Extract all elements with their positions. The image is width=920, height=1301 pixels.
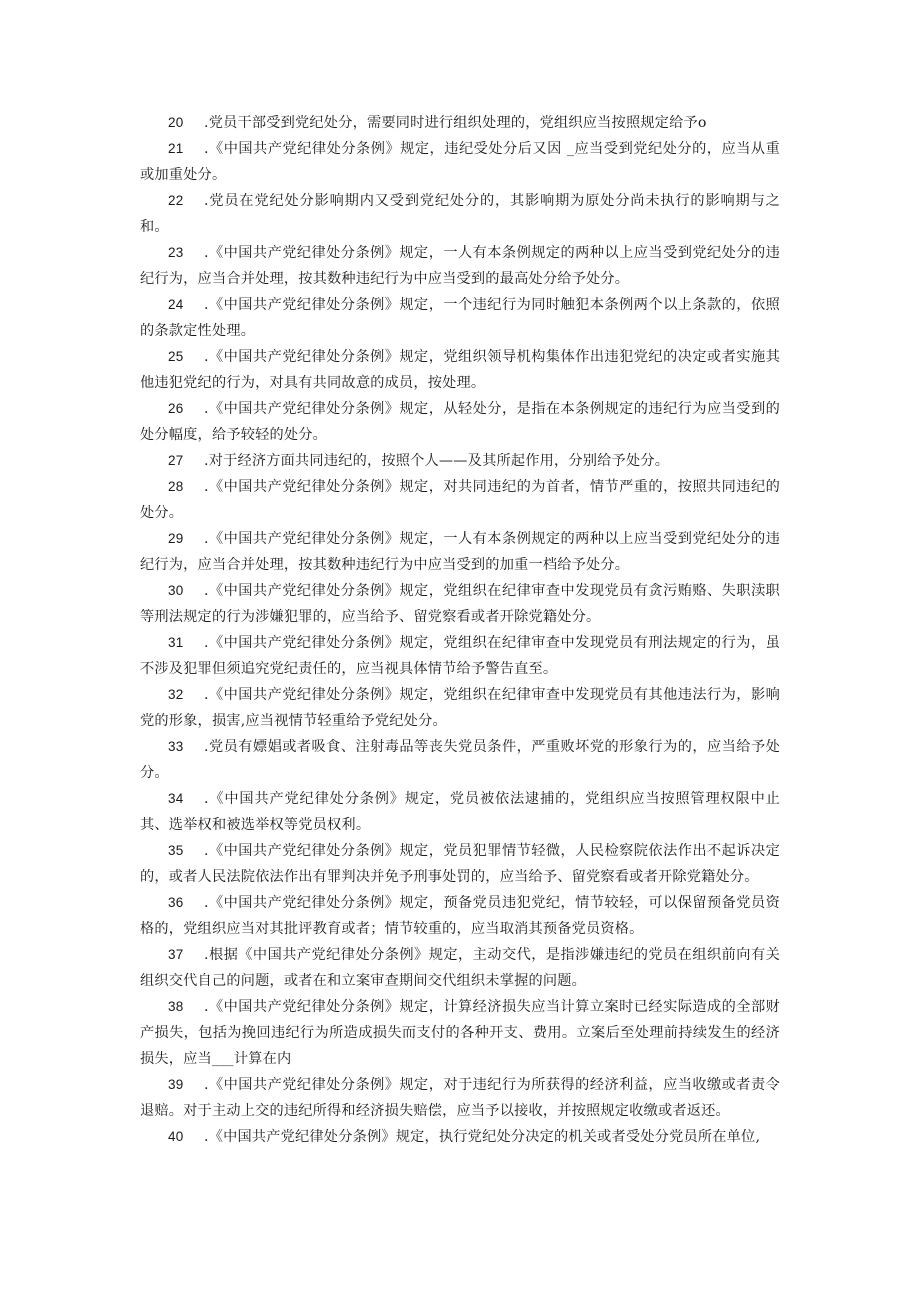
document-page <box>140 110 780 1150</box>
question-item <box>140 786 780 838</box>
question-number: 37 <box>168 947 184 962</box>
question-number: 24 <box>168 297 184 312</box>
question-item <box>140 890 780 942</box>
question-number: 39 <box>168 1077 184 1092</box>
question-text: .《中国共产党纪律处分条例》规定，对于违纪行为所获得的经济利益，应当收缴或者责令退赔。对于主动上交的违纪所得和经济损失赔偿，应当予以接收，并按照规定收缴或者返还。 <box>140 1077 780 1119</box>
question-text: .《中国共产党纪律处分条例》规定，党组织在纪律审查中发现党员有贪污贿赂、失职渎职等刑法规定的行为涉嫌犯罪的，应当给予、留党察看或者开除党籍处分。 <box>140 583 780 625</box>
question-text: .《中国共产党纪律处分条例》规定，从轻处分，是指在本条例规定的违纪行为应当受到的处分幅度，给予较轻的处分。 <box>140 401 780 443</box>
question-number: 25 <box>168 349 184 364</box>
question-item <box>140 188 780 240</box>
question-item <box>140 136 780 188</box>
question-text: .《中国共产党纪律处分条例》规定，一人有本条例规定的两种以上应当受到党纪处分的违纪行为，应当合并处理，按其数种违纪行为中应当受到的最高处分给予处分。 <box>140 245 780 287</box>
question-number: 29 <box>168 531 184 546</box>
question-number: 21 <box>168 141 184 156</box>
question-text: .《中国共产党纪律处分条例》规定，党员被依法逮捕的，党组织应当按照管理权限中止其、选举权和被选举权等党员权利。 <box>140 791 780 833</box>
question-number: 22 <box>168 193 184 208</box>
question-number: 27 <box>168 453 184 468</box>
question-item <box>140 240 780 292</box>
question-text: .党员有嫖娼或者吸食、注射毒品等丧失党员条件，严重败坏党的形象行为的，应当给予处分。 <box>140 739 780 781</box>
question-number: 38 <box>168 999 184 1014</box>
question-text: .根据《中国共产党纪律处分条例》规定，主动交代，是指涉嫌违纪的党员在组织前向有关组织交代自己的问题，或者在和立案审查期间交代组织未掌握的问题。 <box>140 947 780 989</box>
question-item <box>140 734 780 786</box>
question-text: .《中国共产党纪律处分条例》规定，计算经济损失应当计算立案时已经实际造成的全部财产损失，包括为挽回违纪行为所造成损失而支付的各种开支、费用。立案后至处理前持续发生的经济损失，应当___计算在内 <box>140 999 780 1067</box>
question-number: 23 <box>168 245 184 260</box>
question-item <box>140 526 780 578</box>
question-item <box>140 942 780 994</box>
question-text: .《中国共产党纪律处分条例》规定，党组织领导机构集体作出违犯党纪的决定或者实施其他违犯党纪的行为，对具有共同故意的成员，按处理。 <box>140 349 780 391</box>
question-text: .《中国共产党纪律处分条例》规定，执行党纪处分决定的机关或者受处分党员所在单位, <box>204 1129 761 1145</box>
question-item <box>140 1124 780 1150</box>
question-item <box>140 396 780 448</box>
question-text: .《中国共产党纪律处分条例》规定，预备党员违犯党纪，情节较轻，可以保留预备党员资格的，党组织应当对其批评教育或者；情节较重的，应当取消其预备党员资格。 <box>140 895 780 937</box>
question-text: .党员干部受到党纪处分，需要同时进行组织处理的，党组织应当按照规定给予o <box>204 115 707 131</box>
question-item <box>140 630 780 682</box>
question-text: .《中国共产党纪律处分条例》规定，党组织在纪律审查中发现党员有刑法规定的行为，虽不涉及犯罪但须追究党纪责任的，应当视具体情节给予警告直至。 <box>140 635 780 677</box>
question-number: 33 <box>168 739 184 754</box>
question-item <box>140 578 780 630</box>
question-item <box>140 838 780 890</box>
question-text: .《中国共产党纪律处分条例》规定，一个违纪行为同时触犯本条例两个以上条款的，依照的条款定性处理。 <box>140 297 780 339</box>
question-item <box>140 682 780 734</box>
question-number: 30 <box>168 583 184 598</box>
question-item <box>140 110 780 136</box>
question-number: 28 <box>168 479 184 494</box>
question-number: 35 <box>168 843 184 858</box>
question-item <box>140 344 780 396</box>
question-text: .《中国共产党纪律处分条例》规定，党员犯罪情节轻微，人民检察院依法作出不起诉决定的，或者人民法院依法作出有罪判决并免予刑事处罚的，应当给予、留党察看或者开除党籍处分。 <box>140 843 780 885</box>
question-number: 40 <box>168 1129 184 1144</box>
question-item <box>140 292 780 344</box>
question-item <box>140 994 780 1072</box>
question-number: 20 <box>168 115 184 130</box>
question-item <box>140 448 780 474</box>
question-text: .《中国共产党纪律处分条例》规定，一人有本条例规定的两种以上应当受到党纪处分的违纪行为，应当合并处理，按其数种违纪行为中应当受到的加重一档给予处分。 <box>140 531 780 573</box>
question-text: .党员在党纪处分影响期内又受到党纪处分的，其影响期为原处分尚未执行的影响期与之和。 <box>140 193 780 235</box>
question-number: 31 <box>168 635 184 650</box>
question-item <box>140 474 780 526</box>
question-number: 26 <box>168 401 184 416</box>
question-number: 36 <box>168 895 184 910</box>
question-number: 34 <box>168 791 184 806</box>
question-text: .对于经济方面共同违纪的，按照个人——及其所起作用，分别给予处分。 <box>204 453 670 469</box>
question-item <box>140 1072 780 1124</box>
question-text: .《中国共产党纪律处分条例》规定，对共同违纪的为首者，情节严重的，按照共同违纪的处分。 <box>140 479 780 521</box>
question-text: .《中国共产党纪律处分条例》规定，违纪受处分后又因 _应当受到党纪处分的，应当从重或加重处分。 <box>140 141 780 183</box>
question-number: 32 <box>168 687 184 702</box>
question-text: .《中国共产党纪律处分条例》规定，党组织在纪律审查中发现党员有其他违法行为，影响党的形象，损害,应当视情节轻重给予党纪处分。 <box>140 687 780 729</box>
